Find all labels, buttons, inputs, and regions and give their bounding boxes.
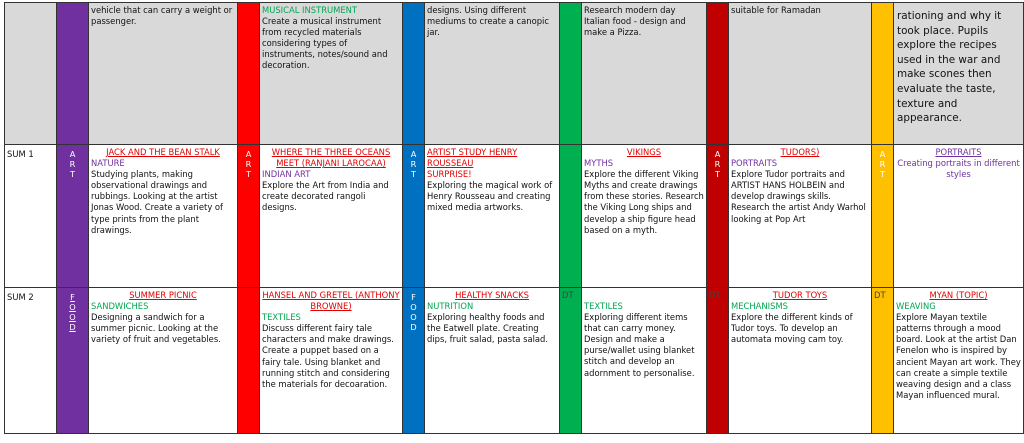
subject-band-darkred (707, 3, 729, 145)
topic-title: PORTRAITS (935, 147, 982, 157)
topic-title: HEALTHY SNACKS (455, 290, 529, 300)
topic-heading: TEXTILES (262, 312, 301, 323)
topic-title: TUDORS) (780, 147, 820, 157)
subject-letter: R (879, 159, 886, 169)
subject-label-art (403, 145, 425, 288)
row1-col6 (894, 145, 1024, 288)
row2-col4 (582, 288, 707, 434)
subject-letter: T (879, 169, 885, 179)
term-label-sum1 (5, 145, 57, 288)
topic-heading: NATURE (91, 158, 125, 169)
subject-letter: F (70, 292, 75, 302)
subject-letter: DT (709, 290, 721, 300)
topic-body: Explore the Art from India and create decorated rangoli designs. (262, 180, 389, 213)
topic-body: Studying plants, making observational drawings and rubbings. Looking at the artist Jonas Wood. Create a variety of type prints from the plant drawings. (91, 169, 224, 235)
subject-letter: A (714, 149, 721, 159)
topic-title: MYAN (TOPIC) (929, 290, 988, 300)
row0-col1 (89, 3, 238, 145)
subject-label-dt (707, 288, 729, 434)
topic-body: Explore the different Viking Myths and create drawings from these stories. Research the Viking Long ships and develop a ship figure head based on a myth. (584, 169, 704, 235)
subject-letter: D (410, 322, 417, 332)
row0-col2-body: Create a musical instrument from recycled materials considering types of instruments, notes/sound and decoration. (262, 16, 388, 71)
topic-heading: NUTRITION (427, 301, 474, 312)
row1-col2 (260, 145, 403, 288)
subject-letter: DT (562, 290, 574, 300)
subject-band-red (238, 288, 260, 434)
row1-col5 (729, 145, 872, 288)
subject-label-food (57, 288, 89, 434)
topic-heading: PORTRAITS (731, 158, 778, 169)
row0-col6-text: rationing and why it took place. Pupils explore the recipes used in the war and make scones then evaluate the taste, texture and appearance. (897, 10, 1002, 125)
subject-letter: R (245, 159, 252, 169)
topic-title: HANSEL AND GRETEL (ANTHONY BROWNE) (262, 290, 400, 312)
subject-letter: F (411, 292, 416, 302)
row2-col2 (260, 288, 403, 434)
subject-letter: DT (874, 290, 886, 300)
subject-letter: T (245, 169, 251, 179)
term-label-sum2 (5, 288, 57, 434)
topic-heading: WEAVING (896, 301, 936, 312)
subject-letter: R (714, 159, 721, 169)
topic-body: Creating portraits in different styles (897, 158, 1020, 180)
row1-col1 (89, 145, 238, 288)
topic-body: Designing a sandwich for a summer picnic. Looking at the variety of fruit and vegetables. (91, 312, 221, 345)
subject-letter: T (714, 169, 720, 179)
topic-title: TUDOR TOYS (772, 290, 828, 300)
subject-letter: R (410, 159, 417, 169)
topic-body: Exploring healthy foods and the Eatwell plate. Creating dips, fruit salad, pasta salad. (427, 312, 549, 345)
topic-heading: INDIAN ART (262, 169, 311, 180)
subject-band-red (238, 3, 260, 145)
topic-heading: MECHANISMS (731, 301, 788, 312)
subject-letter: O (69, 302, 76, 312)
topic-body: Explore Mayan textile patterns through a mood board. Look at the artist Dan Fenelon who is inspired by ancient Mayan art work. They can create a simple textile weaving design and a class Mayan influenced mural. (896, 312, 1021, 400)
subject-band-yellow (872, 3, 894, 145)
row2-col6 (894, 288, 1024, 434)
curriculum-table (4, 2, 1024, 434)
topic-title: VIKINGS (626, 147, 662, 157)
row2-col1 (89, 288, 238, 434)
subject-letter: A (410, 149, 417, 159)
subject-band-green (560, 145, 582, 288)
subject-label-dt (872, 288, 894, 434)
subject-label-art (238, 145, 260, 288)
term-text: SUM 1 (7, 149, 34, 159)
subject-label-art (57, 145, 89, 288)
topic-title: JACK AND THE BEAN STALK (106, 147, 220, 157)
row0-col5 (729, 3, 872, 145)
subject-letter: R (69, 159, 76, 169)
term-cell-blank (5, 3, 57, 145)
subject-label-art (872, 145, 894, 288)
subject-letter: O (410, 312, 417, 322)
row0-col4 (582, 3, 707, 145)
topic-heading: SURPRISE! (427, 169, 472, 180)
subject-letter: D (69, 322, 76, 332)
row0-col4-text: Research modern day Italian food - design and make a Pizza. (584, 5, 686, 38)
topic-heading: SANDWICHES (91, 301, 149, 312)
row1-col4 (582, 145, 707, 288)
subject-label-art (707, 145, 729, 288)
subject-letter: T (410, 169, 416, 179)
subject-letter: A (879, 149, 886, 159)
term-text: SUM 2 (7, 292, 34, 302)
subject-band-green (560, 3, 582, 145)
subject-letter: O (410, 302, 417, 312)
topic-body: Exploring different items that can carry money. Design and make a purse/wallet using blanket stitch and develop an adornment to personalise. (584, 312, 695, 378)
topic-title: WHERE THE THREE OCEANS MEET (RANJANI LAROCAA) (271, 147, 391, 169)
topic-body: Explore the different kinds of Tudor toys. To develop an automata moving cam toy. (731, 312, 853, 345)
subject-letter: A (69, 149, 76, 159)
row0-col1-text: vehicle that can carry a weight or passenger. (91, 5, 233, 27)
row0-col5-text: suitable for Ramadan (731, 5, 821, 15)
topic-body: Explore Tudor portraits and ARTIST HANS HOLBEIN and develop drawings skills. Research the artist Andy Warhol looking at Pop Art (731, 169, 866, 224)
subject-letter: T (69, 169, 75, 179)
topic-body: Exploring the magical work of Henry Rousseau and creating mixed media artworks. (427, 180, 553, 213)
row2-col3 (425, 288, 560, 434)
subject-band-blue (403, 3, 425, 145)
subject-label-food (403, 288, 425, 434)
row0-col3 (425, 3, 560, 145)
subject-label-dt (560, 288, 582, 434)
row2-col5 (729, 288, 872, 434)
topic-title: ARTIST STUDY HENRY ROUSSEAU (427, 147, 518, 169)
row0-col3-text: designs. Using different mediums to create a canopic jar. (427, 5, 549, 38)
row0-col6 (894, 3, 1024, 145)
row0-col2 (260, 3, 403, 145)
topic-title: SUMMER PICNIC (129, 290, 197, 300)
topic-heading: MYTHS (584, 158, 614, 169)
row0-col2-heading: MUSICAL INSTRUMENT (262, 5, 358, 15)
subject-band-purple (57, 3, 89, 145)
subject-letter: A (245, 149, 252, 159)
subject-letter: O (69, 312, 76, 322)
row1-col3 (425, 145, 560, 288)
topic-body: Discuss different fairy tale characters and make drawings. Create a puppet based on a fairy tale. Using blanket and running stitch and considering the materials for decoaration. (262, 323, 394, 389)
topic-heading: TEXTILES (584, 301, 623, 311)
